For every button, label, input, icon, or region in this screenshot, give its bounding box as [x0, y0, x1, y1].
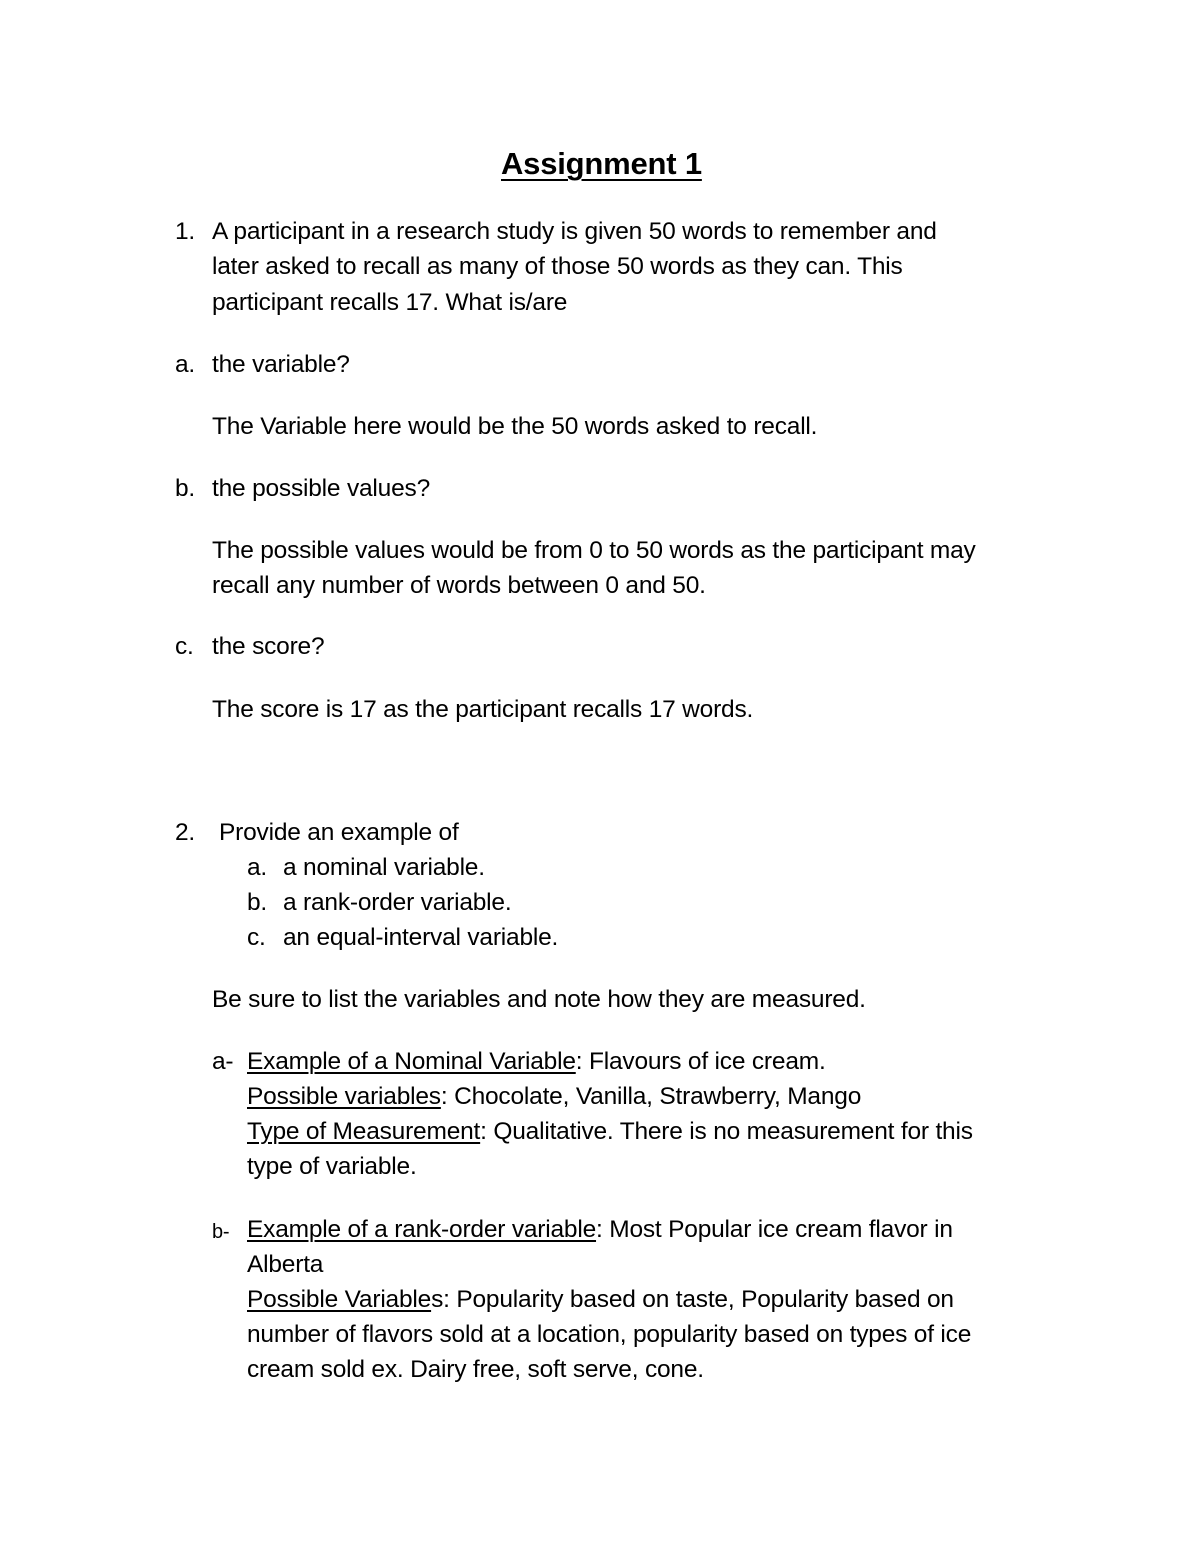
answer-b-line-2: Alberta	[247, 1251, 324, 1278]
rank-possible-label-suffix: s	[431, 1286, 444, 1313]
nominal-measurement-text: : Qualitative. There is no measurement for this	[480, 1118, 973, 1145]
q1c-answer: The score is 17 as the participant recalls 17 words.	[212, 696, 754, 723]
page-title: Assignment 1	[501, 146, 702, 181]
rank-possible-label: Possible Variable	[247, 1286, 432, 1313]
q2-number: 2.	[175, 819, 196, 846]
answer-a-line-3	[247, 1117, 973, 1147]
nominal-measurement-label: Type of Measurement	[247, 1118, 481, 1145]
q2-instruction: Be sure to list the variables and note how they are measured.	[212, 986, 866, 1013]
q1a-question: the variable?	[212, 351, 350, 378]
q1-line-3: participant recalls 17. What is/are	[212, 289, 568, 316]
q1a-mark: a.	[175, 351, 196, 378]
q2-item-a-text: a nominal variable.	[283, 854, 485, 881]
nominal-example-text: : Flavours of ice cream.	[575, 1048, 826, 1075]
answer-b-line-5: cream sold ex. Dairy free, soft serve, cone.	[247, 1356, 704, 1383]
q1b-question: the possible values?	[212, 475, 431, 502]
answer-a-line-2	[247, 1082, 861, 1112]
q1-number: 1.	[175, 218, 196, 245]
q2-item-a-mark: a.	[247, 854, 268, 881]
rank-example-label: Example of a rank-order variable	[247, 1216, 597, 1243]
q1c-mark: c.	[175, 633, 194, 660]
q2-item-b-mark: b.	[247, 889, 268, 916]
answer-b-line-4: number of flavors sold at a location, popularity based on types of ice	[247, 1321, 972, 1348]
answer-b-mark: b-	[212, 1221, 230, 1243]
rank-possible-text: : Popularity based on taste, Popularity based on	[443, 1286, 954, 1313]
q1b-mark: b.	[175, 475, 196, 502]
q1-line-2: later asked to recall as many of those 50 words as they can. This	[212, 253, 903, 280]
answer-b-line-1	[247, 1215, 953, 1245]
q2-item-b-text: a rank-order variable.	[283, 889, 512, 916]
nominal-possible-text: : Chocolate, Vanilla, Strawberry, Mango	[440, 1083, 862, 1110]
answer-a-mark: a-	[212, 1048, 234, 1075]
nominal-possible-label: Possible variables	[247, 1083, 441, 1110]
answer-a-line-1	[247, 1047, 826, 1077]
q1b-answer-line-2: recall any number of words between 0 and 50.	[212, 572, 706, 599]
q1-line-1: A participant in a research study is given 50 words to remember and	[212, 218, 937, 245]
q1a-answer: The Variable here would be the 50 words asked to recall.	[212, 413, 818, 440]
answer-b-line-3	[247, 1285, 954, 1315]
q1c-question: the score?	[212, 633, 325, 660]
q1b-answer-line-1: The possible values would be from 0 to 50 words as the participant may	[212, 537, 976, 564]
nominal-example-label: Example of a Nominal Variable	[247, 1048, 576, 1075]
q2-item-c-mark: c.	[247, 924, 266, 951]
q2-item-c-text: an equal-interval variable.	[283, 924, 559, 951]
rank-example-text: : Most Popular ice cream flavor in	[596, 1216, 953, 1243]
q2-stem: Provide an example of	[219, 819, 459, 846]
answer-a-line-4: type of variable.	[247, 1153, 417, 1180]
